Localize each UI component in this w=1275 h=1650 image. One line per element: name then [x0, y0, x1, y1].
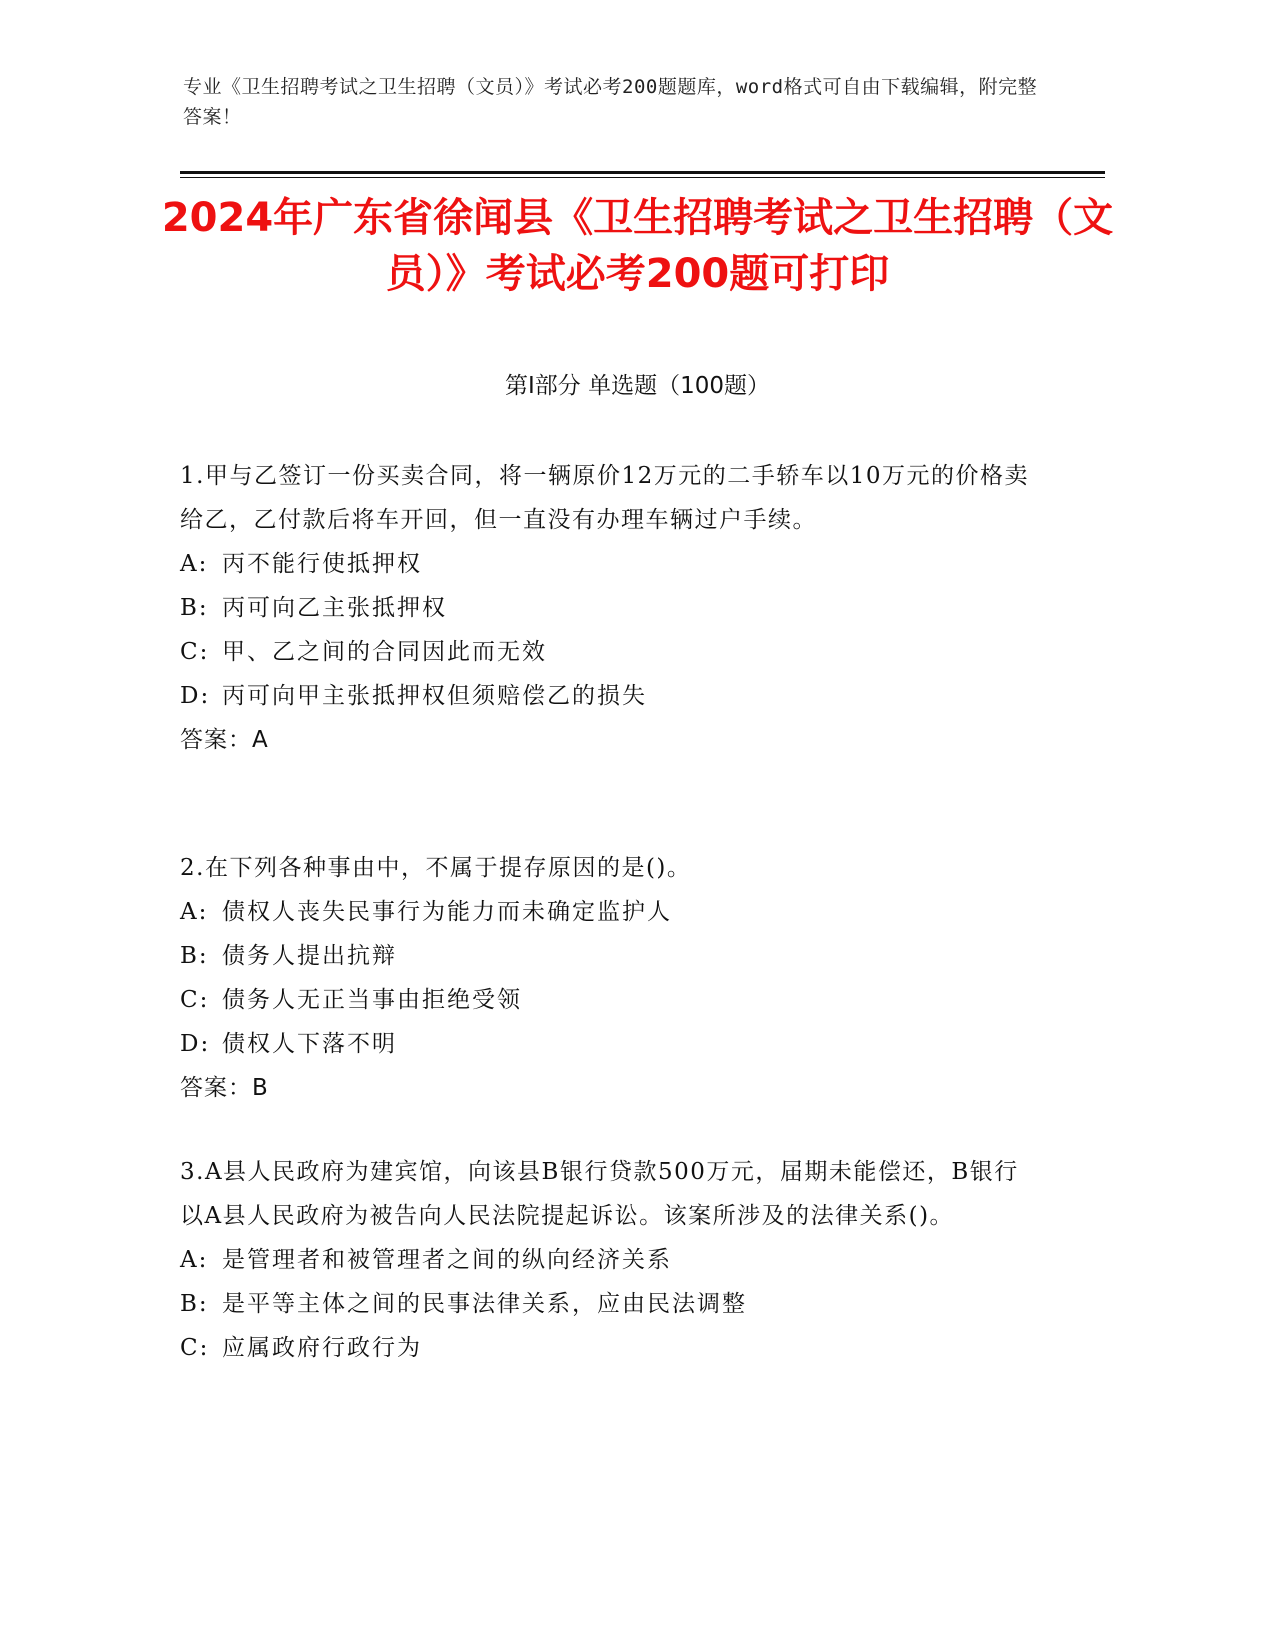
option-d — [180, 1022, 1040, 1066]
option-c — [180, 630, 1040, 674]
option-key: D: — [180, 1031, 211, 1057]
section-heading: 第I部分 单选题（100题） — [505, 373, 770, 399]
header-divider-thick — [180, 171, 1105, 174]
option-text: 丙可向乙主张抵押权 — [222, 595, 447, 621]
option-a — [180, 542, 1040, 586]
option-key: A: — [180, 551, 209, 577]
option-key: B: — [180, 595, 209, 621]
question-stem: 2.在下列各种事由中，不属于提存原因的是()。 — [180, 855, 692, 881]
option-key: D: — [180, 683, 211, 709]
option-key: C: — [180, 639, 210, 665]
option-text: 债权人丧失民事行为能力而未确定监护人 — [222, 899, 672, 925]
document-title: 2024年广东省徐闻县《卫生招聘考试之卫生招聘（文员）》考试必考200题可打印 — [161, 195, 1114, 297]
option-b — [180, 1282, 1040, 1326]
option-text: 甲、乙之间的合同因此而无效 — [222, 639, 547, 665]
option-text: 丙不能行使抵押权 — [222, 551, 422, 577]
option-a — [180, 1238, 1040, 1282]
header-note: 专业《卫生招聘考试之卫生招聘（文员）》考试必考200题题库，word格式可自由下载编辑，附完整答案！ — [183, 76, 1038, 128]
option-b — [180, 934, 1040, 978]
option-c — [180, 1326, 1040, 1370]
option-key: B: — [180, 943, 209, 969]
option-text: 丙可向甲主张抵押权但须赔偿乙的损失 — [222, 683, 647, 709]
option-text: 债务人无正当事由拒绝受领 — [222, 987, 522, 1013]
question-stem: 1.甲与乙签订一份买卖合同，将一辆原价12万元的二手轿车以10万元的价格卖给乙，乙付款后将车开回，但一直没有办理车辆过户手续。 — [180, 463, 1029, 533]
question-2 — [180, 846, 1040, 1110]
header-divider-thin — [180, 177, 1105, 178]
option-text: 债权人下落不明 — [222, 1031, 397, 1057]
option-key: B: — [180, 1291, 209, 1317]
option-key: A: — [180, 1247, 209, 1273]
option-key: A: — [180, 899, 209, 925]
option-text: 应属政府行政行为 — [222, 1335, 422, 1361]
option-c — [180, 978, 1040, 1022]
question-1 — [180, 454, 1040, 762]
option-key: C: — [180, 1335, 210, 1361]
option-text: 债务人提出抗辩 — [222, 943, 397, 969]
answer-line: 答案：A — [180, 727, 269, 753]
option-text: 是平等主体之间的民事法律关系，应由民法调整 — [222, 1291, 747, 1317]
question-3 — [180, 1150, 1040, 1370]
option-b — [180, 586, 1040, 630]
question-stem: 3.A县人民政府为建宾馆，向该县B银行贷款500万元，届期未能偿还，B银行以A县人民政府为被告向人民法院提起诉讼。该案所涉及的法律关系()。 — [180, 1159, 1019, 1229]
answer-line: 答案：B — [180, 1075, 269, 1101]
option-key: C: — [180, 987, 210, 1013]
option-text: 是管理者和被管理者之间的纵向经济关系 — [222, 1247, 672, 1273]
option-d — [180, 674, 1040, 718]
option-a — [180, 890, 1040, 934]
